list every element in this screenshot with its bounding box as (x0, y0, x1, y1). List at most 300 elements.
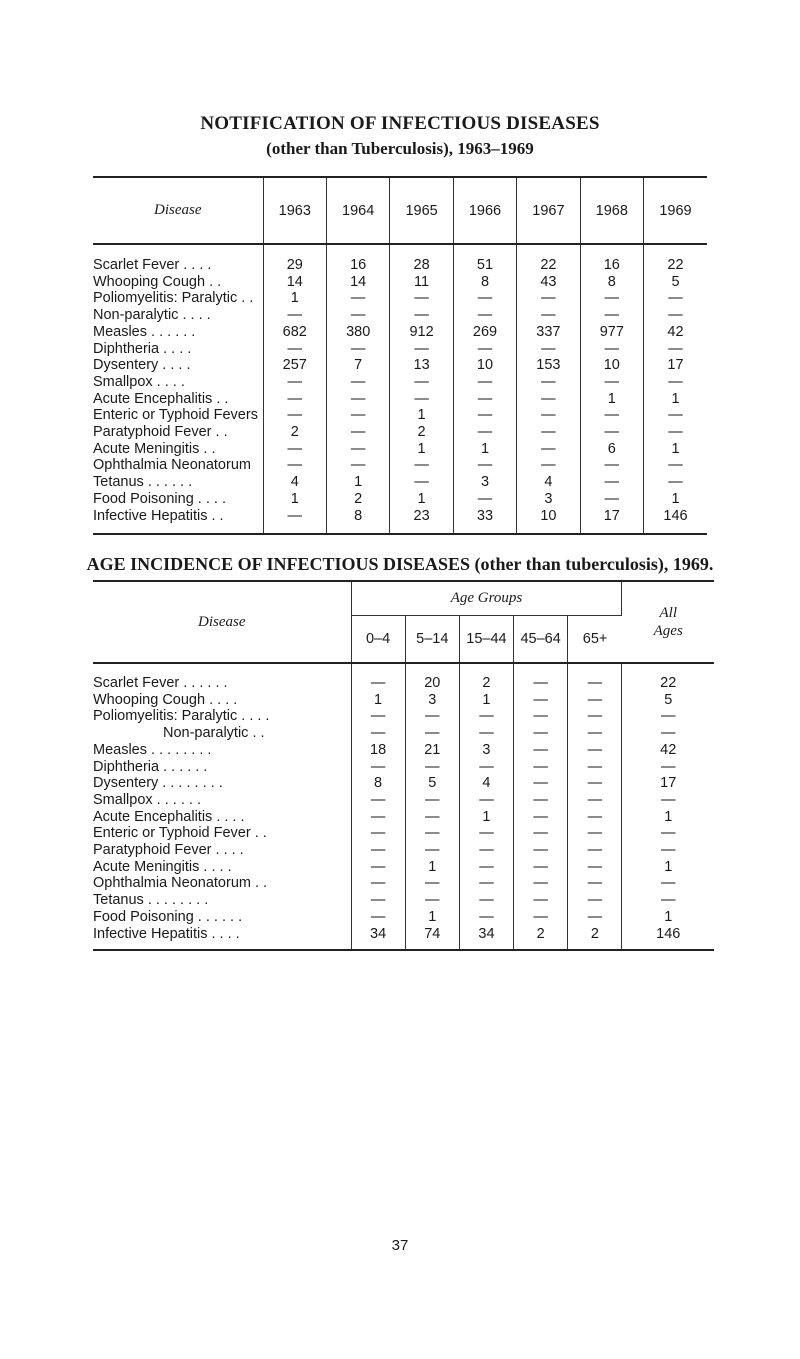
value-cell: — (644, 341, 708, 358)
disease-name: Poliomyelitis: Paralytic . . (93, 290, 254, 307)
value-cell: — (351, 792, 405, 809)
table1-subtitle: (other than Tuberculosis), 1963–1969 (266, 139, 534, 158)
value-cell: 6 (580, 441, 643, 458)
value-cell: — (351, 708, 405, 725)
disease-name-cell (93, 842, 351, 859)
value-cell: — (568, 909, 622, 926)
disease-name-cell (93, 909, 351, 926)
table2-title: AGE INCIDENCE OF INFECTIOUS DISEASES (other than tuberculosis), 1969. (86, 554, 714, 574)
table-row (93, 307, 707, 324)
disease-name-cell (93, 391, 263, 408)
disease-name-cell (93, 775, 351, 792)
table2-header-row-top (93, 581, 714, 616)
value-cell: 20 (405, 675, 459, 692)
table-row (93, 407, 707, 424)
table1-body (93, 244, 707, 534)
disease-name: Whooping Cough . . . . (93, 691, 238, 708)
disease-name: Acute Meningitis . . . . (93, 858, 232, 875)
value-cell: — (405, 842, 459, 859)
value-cell: 1 (390, 407, 453, 424)
disease-name-cell (93, 424, 263, 441)
value-cell: 1 (263, 491, 326, 508)
disease-name: Infective Hepatitis . . (93, 507, 224, 524)
disease-name: Non-paralytic . . . . (93, 307, 211, 324)
table-row (93, 926, 714, 943)
value-cell: — (514, 825, 568, 842)
disease-name-cell (93, 792, 351, 809)
value-cell: 34 (351, 926, 405, 943)
value-cell: 43 (517, 274, 580, 291)
value-cell: 146 (622, 926, 714, 943)
value-cell: — (459, 892, 513, 909)
value-cell: 8 (351, 775, 405, 792)
value-cell: 1 (351, 692, 405, 709)
disease-name: Dysentery . . . . . . . . (93, 775, 223, 792)
value-cell: — (459, 842, 513, 859)
table-row (93, 675, 714, 692)
value-cell: — (459, 792, 513, 809)
value-cell: — (514, 759, 568, 776)
value-cell: — (459, 859, 513, 876)
table1-header-year: 1966 (453, 177, 516, 244)
page-number: 37 (391, 1237, 409, 1254)
value-cell: — (326, 391, 389, 408)
value-cell: — (351, 759, 405, 776)
table-row (93, 859, 714, 876)
value-cell: 1 (263, 290, 326, 307)
value-cell: — (326, 307, 389, 324)
value-cell: — (517, 374, 580, 391)
table-row (93, 775, 714, 792)
value-cell: — (390, 457, 453, 474)
disease-name-cell (93, 675, 351, 692)
value-cell: — (514, 692, 568, 709)
disease-name-cell (93, 457, 263, 474)
value-cell: — (568, 692, 622, 709)
disease-name: Acute Meningitis . . (93, 440, 216, 457)
value-cell: — (622, 842, 714, 859)
value-cell: — (514, 725, 568, 742)
value-cell: — (405, 875, 459, 892)
value-cell: 23 (390, 508, 453, 525)
value-cell: — (405, 759, 459, 776)
disease-name-cell (93, 290, 263, 307)
value-cell: — (351, 859, 405, 876)
value-cell: 42 (622, 742, 714, 759)
disease-name: Paratyphoid Fever . . . . (93, 842, 244, 859)
value-cell: 1 (405, 859, 459, 876)
value-cell: — (453, 391, 516, 408)
table-row (93, 792, 714, 809)
table2-header-age-group: 0–4 (351, 616, 405, 664)
value-cell: 153 (517, 357, 580, 374)
table-row (93, 742, 714, 759)
table1-header-year: 1968 (580, 177, 643, 244)
value-cell: — (263, 341, 326, 358)
value-cell: — (453, 424, 516, 441)
value-cell: — (568, 809, 622, 826)
value-cell: 3 (405, 692, 459, 709)
value-cell: 14 (326, 274, 389, 291)
table-row (93, 759, 714, 776)
value-cell: — (351, 809, 405, 826)
table-row (93, 257, 707, 274)
value-cell: 22 (517, 257, 580, 274)
disease-name-cell (93, 892, 351, 909)
disease-name-cell (93, 274, 263, 291)
value-cell: — (580, 491, 643, 508)
value-cell: 13 (390, 357, 453, 374)
disease-name-cell (93, 357, 263, 374)
table-row (93, 825, 714, 842)
value-cell: — (351, 842, 405, 859)
value-cell: — (405, 825, 459, 842)
disease-name-cell (93, 859, 351, 876)
value-cell: — (459, 875, 513, 892)
table-row (93, 274, 707, 291)
value-cell: — (644, 374, 708, 391)
value-cell: — (453, 307, 516, 324)
value-cell: — (351, 725, 405, 742)
disease-name-cell (93, 508, 263, 525)
value-cell: — (514, 842, 568, 859)
value-cell: 2 (459, 675, 513, 692)
table1-title: NOTIFICATION OF INFECTIOUS DISEASES (200, 113, 600, 134)
value-cell: 5 (405, 775, 459, 792)
value-cell: — (568, 825, 622, 842)
value-cell: — (390, 374, 453, 391)
value-cell: — (514, 859, 568, 876)
value-cell: — (390, 341, 453, 358)
value-cell: — (580, 474, 643, 491)
value-cell: 1 (644, 441, 708, 458)
value-cell: 3 (459, 742, 513, 759)
value-cell: 4 (459, 775, 513, 792)
value-cell: — (622, 875, 714, 892)
value-cell: 10 (453, 357, 516, 374)
value-cell: — (453, 491, 516, 508)
disease-name: Scarlet Fever . . . . (93, 257, 212, 273)
value-cell: — (405, 708, 459, 725)
table-row (93, 391, 707, 408)
value-cell: 22 (622, 675, 714, 692)
disease-name-cell (93, 875, 351, 892)
value-cell: — (351, 675, 405, 692)
disease-name: Measles . . . . . . . . (93, 741, 212, 758)
value-cell: — (326, 457, 389, 474)
value-cell: — (263, 374, 326, 391)
value-cell: — (517, 341, 580, 358)
value-cell: — (263, 391, 326, 408)
value-cell: 10 (517, 508, 580, 525)
table1-header-year: 1967 (517, 177, 580, 244)
value-cell: — (405, 792, 459, 809)
value-cell: — (622, 759, 714, 776)
value-cell: — (514, 675, 568, 692)
age-incidence-table (93, 580, 714, 951)
table1-header-year: 1969 (644, 177, 708, 244)
value-cell: — (351, 875, 405, 892)
value-cell: — (405, 809, 459, 826)
value-cell: — (568, 842, 622, 859)
value-cell: 5 (644, 274, 708, 291)
disease-name-cell (93, 441, 263, 458)
disease-name: Food Poisoning . . . . (93, 490, 226, 507)
value-cell: 16 (326, 257, 389, 274)
table-row (93, 875, 714, 892)
disease-name: Measles . . . . . . (93, 323, 196, 340)
disease-name: Scarlet Fever . . . . . . (93, 675, 228, 691)
value-cell: 3 (453, 474, 516, 491)
value-cell: — (568, 708, 622, 725)
value-cell: 21 (405, 742, 459, 759)
table-row (93, 324, 707, 341)
value-cell: 1 (459, 809, 513, 826)
table-row (93, 357, 707, 374)
table2-header-all: All (659, 605, 677, 621)
value-cell: — (326, 424, 389, 441)
value-cell: 1 (390, 441, 453, 458)
value-cell: 2 (263, 424, 326, 441)
disease-name: Smallpox . . . . (93, 373, 185, 390)
value-cell: 912 (390, 324, 453, 341)
table-row (93, 374, 707, 391)
value-cell: — (514, 742, 568, 759)
value-cell: — (453, 290, 516, 307)
value-cell: 4 (517, 474, 580, 491)
disease-name: Acute Encephalitis . . . . (93, 808, 245, 825)
value-cell: — (622, 825, 714, 842)
value-cell: — (263, 441, 326, 458)
disease-name-cell (93, 825, 351, 842)
value-cell: — (326, 407, 389, 424)
disease-name: Enteric or Typhoid Fevers (93, 407, 258, 424)
table-row (93, 491, 707, 508)
table-row (93, 725, 714, 742)
value-cell: 11 (390, 274, 453, 291)
disease-name-cell (93, 708, 351, 725)
value-cell: 74 (405, 926, 459, 943)
value-cell: — (517, 441, 580, 458)
value-cell: 1 (622, 859, 714, 876)
value-cell: 1 (326, 474, 389, 491)
value-cell: — (453, 457, 516, 474)
value-cell: — (453, 374, 516, 391)
disease-name: Poliomyelitis: Paralytic . . . . (93, 708, 270, 725)
value-cell: — (514, 909, 568, 926)
value-cell: — (622, 792, 714, 809)
disease-name-cell (93, 692, 351, 709)
value-cell: 380 (326, 324, 389, 341)
value-cell: 29 (263, 257, 326, 274)
value-cell: — (459, 759, 513, 776)
disease-name: Diphtheria . . . . (93, 340, 192, 357)
value-cell: — (390, 290, 453, 307)
value-cell: 4 (263, 474, 326, 491)
table-row (93, 424, 707, 441)
disease-name-cell (93, 257, 263, 274)
value-cell: 977 (580, 324, 643, 341)
value-cell: — (580, 407, 643, 424)
disease-name-cell (93, 474, 263, 491)
table2-header-disease: Disease (93, 581, 351, 663)
value-cell: 1 (644, 391, 708, 408)
value-cell: — (263, 307, 326, 324)
value-cell: 2 (326, 491, 389, 508)
value-cell: 1 (453, 441, 516, 458)
disease-name: Whooping Cough . . (93, 273, 222, 290)
value-cell: 10 (580, 357, 643, 374)
table-row (93, 692, 714, 709)
table2-header-age-group: 5–14 (405, 616, 459, 664)
value-cell: — (514, 809, 568, 826)
value-cell: 1 (580, 391, 643, 408)
value-cell: 1 (644, 491, 708, 508)
value-cell: — (390, 474, 453, 491)
notification-table (93, 176, 707, 535)
table-row (93, 909, 714, 926)
value-cell: 1 (622, 909, 714, 926)
value-cell: — (568, 742, 622, 759)
value-cell: — (568, 859, 622, 876)
value-cell: — (514, 775, 568, 792)
table1-header-row (93, 177, 707, 244)
disease-name-cell (93, 324, 263, 341)
table2-header-age-groups: Age Groups (351, 581, 622, 616)
value-cell: — (580, 424, 643, 441)
value-cell: — (514, 875, 568, 892)
disease-name: Tetanus . . . . . . (93, 474, 193, 491)
value-cell: — (580, 307, 643, 324)
value-cell: 8 (453, 274, 516, 291)
value-cell: — (326, 441, 389, 458)
value-cell: 2 (568, 926, 622, 943)
value-cell: — (568, 775, 622, 792)
disease-name-cell (93, 809, 351, 826)
table-row (93, 457, 707, 474)
value-cell: — (568, 725, 622, 742)
value-cell: 16 (580, 257, 643, 274)
disease-name: Dysentery . . . . (93, 357, 191, 374)
value-cell: 17 (622, 775, 714, 792)
value-cell: 1 (622, 809, 714, 826)
value-cell: — (263, 457, 326, 474)
value-cell: — (263, 407, 326, 424)
disease-name-cell (93, 374, 263, 391)
disease-name-cell (93, 307, 263, 324)
disease-name: Diphtheria . . . . . . (93, 758, 208, 775)
value-cell: — (453, 341, 516, 358)
table-row (93, 508, 707, 525)
disease-name-cell (93, 491, 263, 508)
value-cell: — (580, 341, 643, 358)
value-cell: — (644, 307, 708, 324)
value-cell: 34 (459, 926, 513, 943)
value-cell: 337 (517, 324, 580, 341)
value-cell: 8 (580, 274, 643, 291)
value-cell: — (351, 892, 405, 909)
value-cell: — (517, 424, 580, 441)
value-cell: — (263, 508, 326, 525)
value-cell: — (405, 892, 459, 909)
value-cell: 146 (644, 508, 708, 525)
value-cell: — (517, 290, 580, 307)
disease-name-cell (93, 742, 351, 759)
value-cell: 3 (517, 491, 580, 508)
value-cell: — (459, 825, 513, 842)
value-cell: 682 (263, 324, 326, 341)
disease-name: Enteric or Typhoid Fever . . (93, 825, 267, 842)
value-cell: 269 (453, 324, 516, 341)
value-cell: — (644, 424, 708, 441)
value-cell: 42 (644, 324, 708, 341)
value-cell: 7 (326, 357, 389, 374)
value-cell: — (568, 759, 622, 776)
value-cell: — (517, 407, 580, 424)
table-row (93, 708, 714, 725)
table2-header-age-group: 45–64 (514, 616, 568, 664)
value-cell: 2 (390, 424, 453, 441)
value-cell: 22 (644, 257, 708, 274)
value-cell: — (568, 875, 622, 892)
value-cell: — (568, 675, 622, 692)
disease-name-cell (93, 725, 351, 742)
value-cell: — (326, 290, 389, 307)
disease-name-cell (93, 407, 263, 424)
value-cell: — (514, 708, 568, 725)
table-row (93, 809, 714, 826)
value-cell: — (517, 307, 580, 324)
disease-name: Ophthalmia Neonatorum (93, 457, 251, 474)
value-cell: — (644, 457, 708, 474)
value-cell: 8 (326, 508, 389, 525)
table1-header-year: 1965 (390, 177, 453, 244)
value-cell: — (390, 307, 453, 324)
value-cell: 2 (514, 926, 568, 943)
value-cell: — (514, 892, 568, 909)
value-cell: — (644, 474, 708, 491)
value-cell: — (622, 892, 714, 909)
disease-name: Smallpox . . . . . . (93, 791, 201, 808)
value-cell: — (459, 909, 513, 926)
value-cell: — (580, 374, 643, 391)
value-cell: — (453, 407, 516, 424)
table2-header-age-group: 65+ (568, 616, 622, 664)
value-cell: 17 (580, 508, 643, 525)
value-cell: 1 (459, 692, 513, 709)
value-cell: — (326, 341, 389, 358)
value-cell: — (644, 407, 708, 424)
value-cell: — (405, 725, 459, 742)
value-cell: — (390, 391, 453, 408)
disease-name-cell (93, 759, 351, 776)
value-cell: — (644, 290, 708, 307)
value-cell: — (459, 708, 513, 725)
disease-name: Tetanus . . . . . . . . (93, 892, 209, 909)
value-cell: — (568, 892, 622, 909)
value-cell: — (622, 708, 714, 725)
value-cell: 33 (453, 508, 516, 525)
table-row (93, 441, 707, 458)
table-row (93, 892, 714, 909)
disease-name: Ophthalmia Neonatorum . . (93, 875, 268, 892)
table1-header-year: 1964 (326, 177, 389, 244)
value-cell: 18 (351, 742, 405, 759)
value-cell: — (514, 792, 568, 809)
disease-name: Non-paralytic . . (163, 725, 265, 742)
disease-name-cell (93, 341, 263, 358)
value-cell: — (326, 374, 389, 391)
